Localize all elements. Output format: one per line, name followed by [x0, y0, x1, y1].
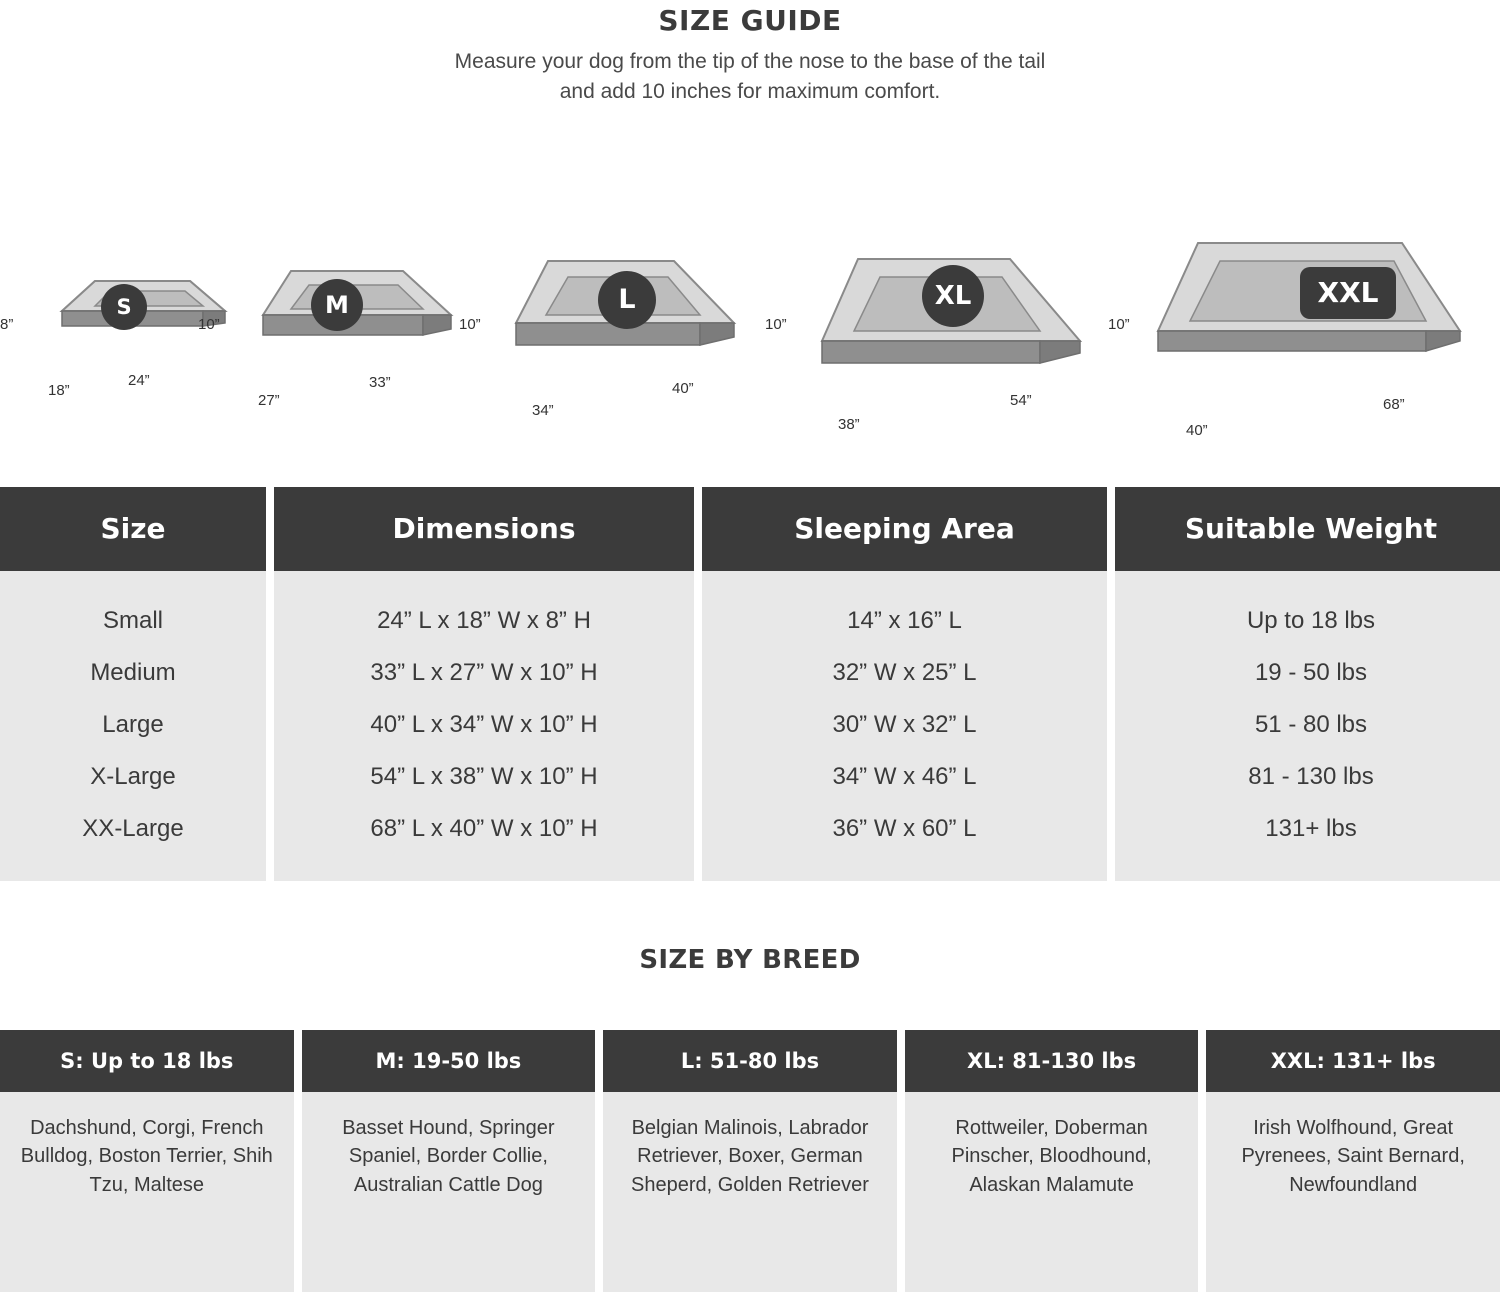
dim-width-xxlarge: 40” — [1186, 421, 1208, 439]
badge-medium-label: M — [325, 290, 349, 319]
table-row: X-Large — [90, 763, 176, 790]
badge-large — [598, 271, 656, 329]
dim-width-large: 34” — [532, 401, 554, 419]
breed-column-s — [0, 1030, 294, 1292]
breed-list-m: Basset Hound, Springer Spaniel, Border Collie, Australian Cattle Dog — [302, 1092, 596, 1292]
body-dimensions — [274, 571, 694, 881]
table-row: Large — [102, 711, 164, 738]
table-row: 30” W x 32” L — [832, 711, 977, 738]
breed-column-xl — [905, 1030, 1199, 1292]
table-row: 33” L x 27” W x 10” H — [370, 659, 598, 686]
badge-xlarge-label: XL — [934, 280, 972, 311]
header-suitable-weight: Suitable Weight — [1115, 487, 1500, 571]
breed-header-l: L: 51-80 lbs — [603, 1030, 897, 1092]
subtitle-line-1: Measure your dog from the tip of the nose to the base of the tail — [454, 50, 1046, 73]
column-dimensions — [274, 487, 694, 881]
badge-small-label: S — [116, 294, 132, 319]
breed-section-title: SIZE BY BREED — [639, 945, 861, 975]
bed-illustrations — [0, 131, 1500, 439]
dim-height-xxlarge: 10” — [1108, 315, 1130, 333]
dim-height-small: 8” — [0, 315, 14, 333]
table-row: 51 - 80 lbs — [1254, 711, 1368, 738]
header-dimensions: Dimensions — [274, 487, 694, 571]
table-row: 34” W x 46” L — [832, 763, 977, 790]
table-row: Small — [102, 607, 163, 634]
breed-column-xxl — [1206, 1030, 1500, 1292]
dim-width-medium: 27” — [258, 391, 280, 409]
breed-column-m — [302, 1030, 596, 1292]
table-row: 54” L x 38” W x 10” H — [370, 763, 598, 790]
table-row: 19 - 50 lbs — [1254, 659, 1368, 686]
badge-xlarge — [922, 265, 984, 327]
breed-list-xl: Rottweiler, Doberman Pinscher, Bloodhound, Alaskan Malamute — [905, 1092, 1199, 1292]
dim-width-xlarge: 38” — [838, 415, 860, 433]
dim-length-medium: 33” — [369, 373, 391, 391]
table-row: 68” L x 40” W x 10” H — [370, 815, 598, 842]
column-size — [0, 487, 266, 881]
breed-list-s: Dachshund, Corgi, French Bulldog, Boston Terrier, Shih Tzu, Maltese — [0, 1092, 294, 1292]
badge-xxlarge-label: XXL — [1317, 276, 1379, 310]
dim-height-large: 10” — [459, 315, 481, 333]
body-size — [0, 571, 266, 881]
table-row: 14” x 16” L — [847, 607, 962, 634]
table-row: Medium — [90, 659, 176, 686]
table-row: Up to 18 lbs — [1246, 607, 1376, 634]
badge-large-label: L — [618, 284, 636, 316]
dim-length-xlarge: 54” — [1010, 391, 1032, 409]
breed-header-m: M: 19-50 lbs — [302, 1030, 596, 1092]
badge-small — [101, 284, 147, 330]
breed-header-s: S: Up to 18 lbs — [0, 1030, 294, 1092]
subtitle-line-2: and add 10 inches for maximum comfort. — [559, 79, 941, 103]
dim-width-small: 18” — [48, 381, 70, 399]
page-title: SIZE GUIDE — [658, 4, 842, 37]
table-row: 40” L x 34” W x 10” H — [370, 711, 598, 738]
dim-height-medium: 10” — [198, 315, 220, 333]
badge-xxlarge — [1300, 267, 1396, 319]
dim-length-small: 24” — [128, 371, 150, 389]
size-table — [0, 487, 1500, 881]
header-sleeping-area: Sleeping Area — [702, 487, 1107, 571]
table-row: 32” W x 25” L — [832, 659, 977, 686]
column-sleeping-area — [702, 487, 1107, 881]
header-size: Size — [0, 487, 266, 571]
body-suitable-weight — [1115, 571, 1500, 881]
dim-length-large: 40” — [672, 379, 694, 397]
breed-column-l — [603, 1030, 897, 1292]
table-row: 24” L x 18” W x 8” H — [377, 607, 591, 634]
table-row: 131+ lbs — [1265, 815, 1357, 842]
table-row: XX-Large — [82, 815, 184, 842]
breed-header-xxl: XXL: 131+ lbs — [1206, 1030, 1500, 1092]
body-sleeping-area — [702, 571, 1107, 881]
breed-table — [0, 1030, 1500, 1292]
badge-medium — [311, 279, 363, 331]
column-suitable-weight — [1115, 487, 1500, 881]
bed-illustration-medium — [243, 253, 473, 393]
header — [0, 0, 1500, 107]
table-row: 81 - 130 lbs — [1248, 763, 1374, 790]
header-subtitle — [0, 47, 1500, 107]
dim-height-xlarge: 10” — [765, 315, 787, 333]
breed-list-l: Belgian Malinois, Labrador Retriever, Boxer, German Sheperd, Golden Retriever — [603, 1092, 897, 1292]
breed-header-xl: XL: 81-130 lbs — [905, 1030, 1199, 1092]
table-row: 36” W x 60” L — [832, 815, 977, 842]
bed-shape-medium — [243, 253, 473, 393]
dim-length-xxlarge: 68” — [1383, 395, 1405, 413]
breed-list-xxl: Irish Wolfhound, Great Pyrenees, Saint Bernard, Newfoundland — [1206, 1092, 1500, 1292]
